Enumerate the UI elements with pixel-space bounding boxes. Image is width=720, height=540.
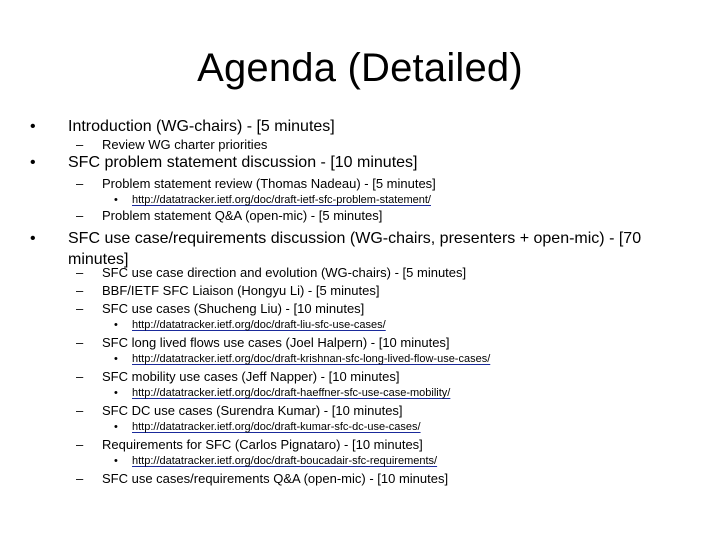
bullet-icon: • xyxy=(30,230,36,247)
dash-icon: – xyxy=(76,301,84,316)
agenda-link-item xyxy=(114,386,450,400)
agenda-subitem-text: SFC mobility use cases (Jeff Napper) - [10 minutes] xyxy=(102,369,400,384)
agenda-subitem-text: SFC use cases/requirements Q&A (open-mic) - [10 minutes] xyxy=(102,471,449,486)
agenda-item-text: SFC problem statement discussion - [10 minutes] xyxy=(68,154,418,171)
agenda-subitem xyxy=(76,282,379,300)
bullet-icon: • xyxy=(30,118,36,135)
agenda-subitem-text: SFC DC use cases (Surendra Kumar) - [10 minutes] xyxy=(102,403,403,418)
dash-icon: – xyxy=(76,176,84,191)
agenda-link-item xyxy=(114,193,431,207)
agenda-subitem xyxy=(76,470,448,488)
agenda-subitem xyxy=(76,300,364,318)
agenda-link-item xyxy=(114,318,386,332)
agenda-subitem-text: Review WG charter priorities xyxy=(102,137,268,152)
agenda-subitem xyxy=(76,264,466,282)
agenda-subitem-text: Problem statement review (Thomas Nadeau) - [5 minutes] xyxy=(102,176,436,191)
agenda-subitem-text: Problem statement Q&A (open-mic) - [5 minutes] xyxy=(102,208,383,223)
dash-icon: – xyxy=(76,265,84,280)
agenda-subitem-text: BBF/IETF SFC Liaison (Hongyu Li) - [5 minutes] xyxy=(102,283,380,298)
draft-link-long-lived-flows[interactable]: http://datatracker.ietf.org/doc/draft-krishnan-sfc-long-lived-flow-use-cases/ xyxy=(132,353,491,365)
agenda-subitem-text: Requirements for SFC (Carlos Pignataro) - [10 minutes] xyxy=(102,437,423,452)
agenda-item xyxy=(30,152,668,173)
dash-icon: – xyxy=(76,403,84,418)
dash-icon: – xyxy=(76,369,84,384)
agenda-subitem xyxy=(76,334,450,352)
agenda-link-item xyxy=(114,352,490,366)
agenda-item-text: SFC use case/requirements discussion (WG-chairs, presenters + open-mic) - [70 minutes] xyxy=(68,230,642,268)
draft-link-requirements[interactable]: http://datatracker.ietf.org/doc/draft-boucadair-sfc-requirements/ xyxy=(132,455,438,467)
bullet-icon: • xyxy=(114,421,118,433)
dash-icon: – xyxy=(76,208,84,223)
agenda-subitem xyxy=(76,402,403,420)
draft-link-problem-statement[interactable]: http://datatracker.ietf.org/doc/draft-ietf-sfc-problem-statement/ xyxy=(132,194,431,206)
draft-link-liu-use-cases[interactable]: http://datatracker.ietf.org/doc/draft-liu-sfc-use-cases/ xyxy=(132,319,386,331)
bullet-icon: • xyxy=(30,154,36,171)
agenda-subitem-text: SFC use cases (Shucheng Liu) - [10 minutes] xyxy=(102,301,365,316)
agenda-item xyxy=(30,116,668,137)
dash-icon: – xyxy=(76,335,84,350)
bullet-icon: • xyxy=(114,387,118,399)
agenda-subitem-text: SFC long lived flows use cases (Joel Halpern) - [10 minutes] xyxy=(102,335,450,350)
agenda-subitem xyxy=(76,436,423,454)
agenda-subitem xyxy=(76,368,399,386)
bullet-icon: • xyxy=(114,194,118,206)
bullet-icon: • xyxy=(114,455,118,467)
dash-icon: – xyxy=(76,471,84,486)
bullet-icon: • xyxy=(114,319,118,331)
dash-icon: – xyxy=(76,137,84,152)
dash-icon: – xyxy=(76,437,84,452)
agenda-subitem xyxy=(76,207,382,225)
bullet-icon: • xyxy=(114,353,118,365)
dash-icon: – xyxy=(76,283,84,298)
draft-link-mobility[interactable]: http://datatracker.ietf.org/doc/draft-haeffner-sfc-use-case-mobility/ xyxy=(132,387,451,399)
agenda-item-text: Introduction (WG-chairs) - [5 minutes] xyxy=(68,118,335,135)
agenda-subitem-text: SFC use case direction and evolution (WG-chairs) - [5 minutes] xyxy=(102,265,467,280)
agenda-link-item xyxy=(114,420,421,434)
agenda-link-item xyxy=(114,454,437,468)
draft-link-dc-use-cases[interactable]: http://datatracker.ietf.org/doc/draft-kumar-sfc-dc-use-cases/ xyxy=(132,421,421,433)
agenda-subitem xyxy=(76,175,436,193)
slide-title: Agenda (Detailed) xyxy=(197,46,523,90)
